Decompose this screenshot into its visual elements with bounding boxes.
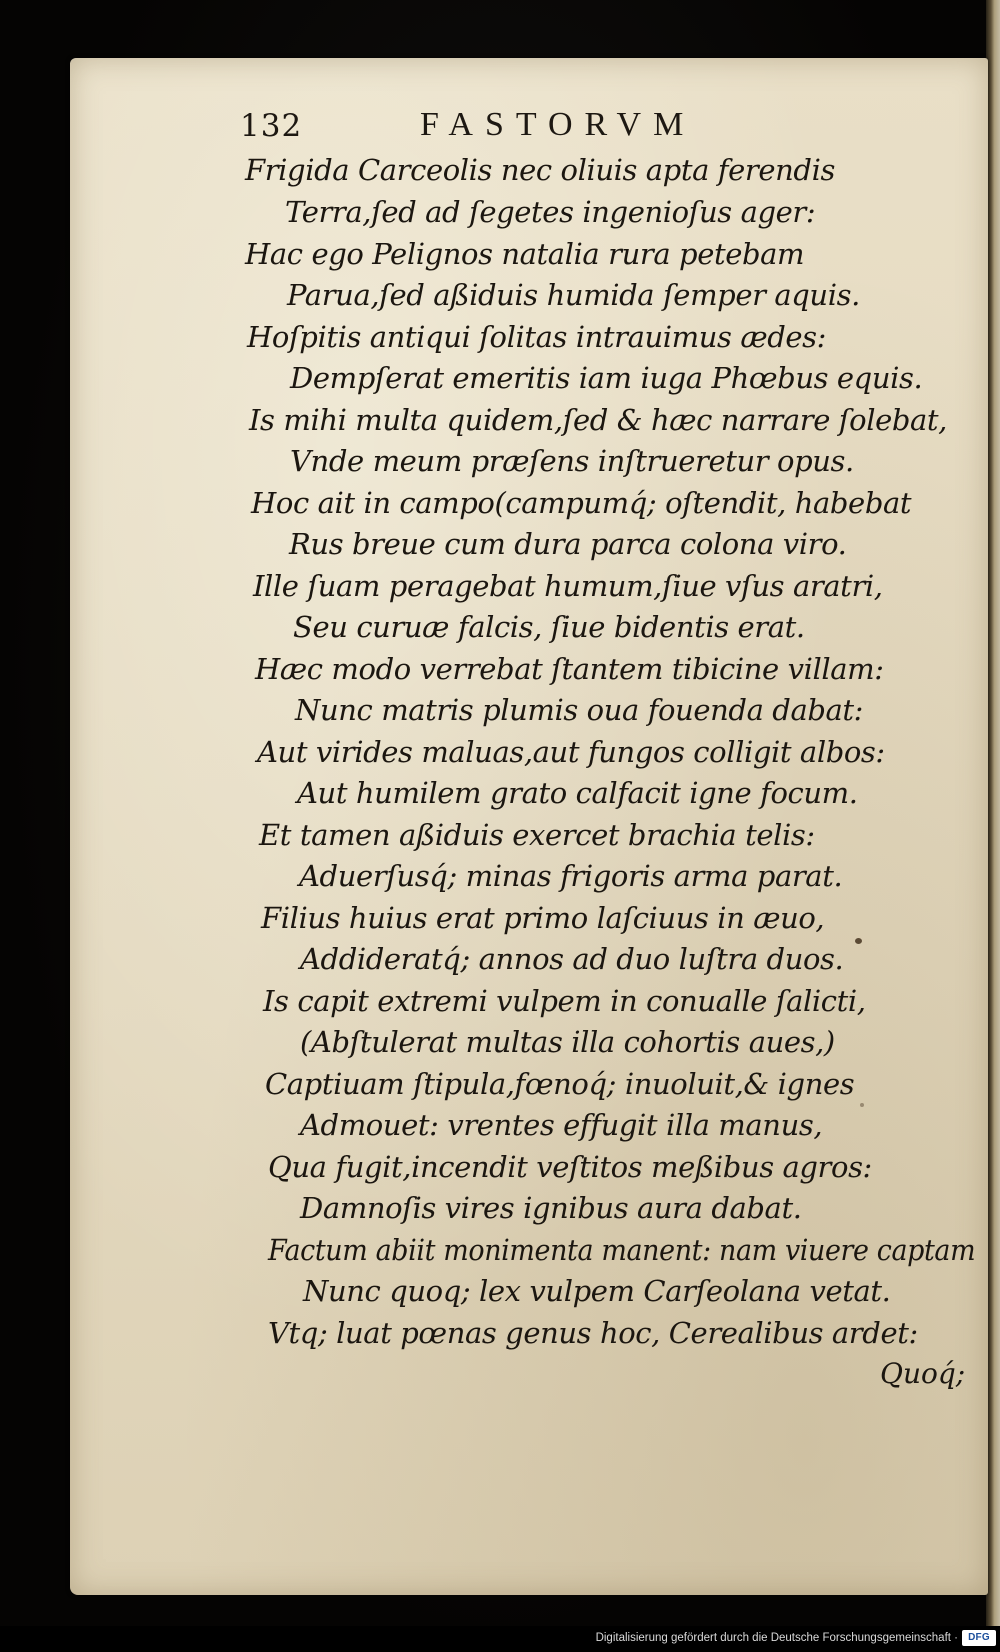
verse-line: Parua,ſed aßiduis humida ſemper aquis.	[287, 278, 860, 312]
verse-line: Hoc ait in campo(campumq́; oſtendit, habebat	[251, 486, 912, 520]
verse-line: Terra,ſed ad ſegetes ingenioſus ager:	[285, 195, 816, 229]
dfg-logo	[962, 1630, 996, 1646]
verse-line: Addideratq́; annos ad duo luſtra duos.	[300, 942, 844, 976]
verse-line: Frigida Carceolis nec oliuis apta ferendis	[245, 153, 835, 187]
verse-line: Damnoſis vires ignibus aura dabat.	[300, 1191, 802, 1225]
verse-line: Ille ſuam peragebat humum,ſiue vſus aratri,	[253, 569, 883, 603]
verse-line: Et tamen aßiduis exercet brachia telis:	[259, 818, 815, 852]
verse-line: Vtq; luat pœnas genus hoc, Cerealibus ardet:	[268, 1316, 918, 1350]
verse-line: Rus breue cum dura parca colona viro.	[289, 527, 847, 561]
running-title: FASTORVM	[420, 106, 696, 143]
verse-line: Aut virides maluas,aut fungos colligit albos:	[257, 735, 885, 769]
verse-line: Nunc matris plumis oua fouenda dabat:	[295, 693, 864, 727]
verse-line: Is capit extremi vulpem in conualle ſalicti,	[263, 984, 866, 1018]
verse-line: Admouet: vrentes effugit illa manus,	[300, 1108, 823, 1142]
verse-line: Hac ego Pelignos natalia rura petebam	[245, 237, 805, 271]
verse-line: (Abſtulerat multas illa cohortis aues,)	[300, 1025, 835, 1059]
verse-line: Is mihi multa quidem,ſed & hæc narrare ſolebat,	[249, 403, 947, 437]
verse-line: Hoſpitis antiqui ſolitas intrauimus ædes:	[247, 320, 826, 354]
verse-line: Qua fugit,incendit veſtitos meßibus agros:	[268, 1150, 872, 1184]
verse-line: Aduerſusq́; minas frigoris arma parat.	[299, 859, 843, 893]
verse-line: Factum abiit monimenta manent: nam viuere captam	[268, 1233, 976, 1267]
verse-line: Hæc modo verrebat ſtantem tibicine villam:	[255, 652, 884, 686]
verse-line: Seu curuæ falcis, ſiue bidentis erat.	[293, 610, 805, 644]
verse-line: Vnde meum præſens inſtrueretur opus.	[290, 444, 854, 478]
verse-line: Nunc quoq; lex vulpem Carſeolana vetat.	[303, 1274, 891, 1308]
verse-line: Captiuam ſtipula,fœnoq́; inuoluit,& ignes	[265, 1067, 855, 1101]
catchword: Quoq́;	[880, 1357, 966, 1390]
dfg-logo-text: DFG	[968, 1632, 990, 1643]
verse-line: Dempſerat emeritis iam iuga Phœbus equis.	[290, 361, 923, 395]
verse-line: Filius huius erat primo laſciuus in æuo,	[261, 901, 825, 935]
digitization-credit: Digitalisierung gefördert durch die Deutsche Forschungsgemeinschaft ·	[595, 1632, 958, 1644]
verse-line: Aut humilem grato calfacit igne focum.	[297, 776, 858, 810]
page-number: 132	[240, 108, 303, 144]
